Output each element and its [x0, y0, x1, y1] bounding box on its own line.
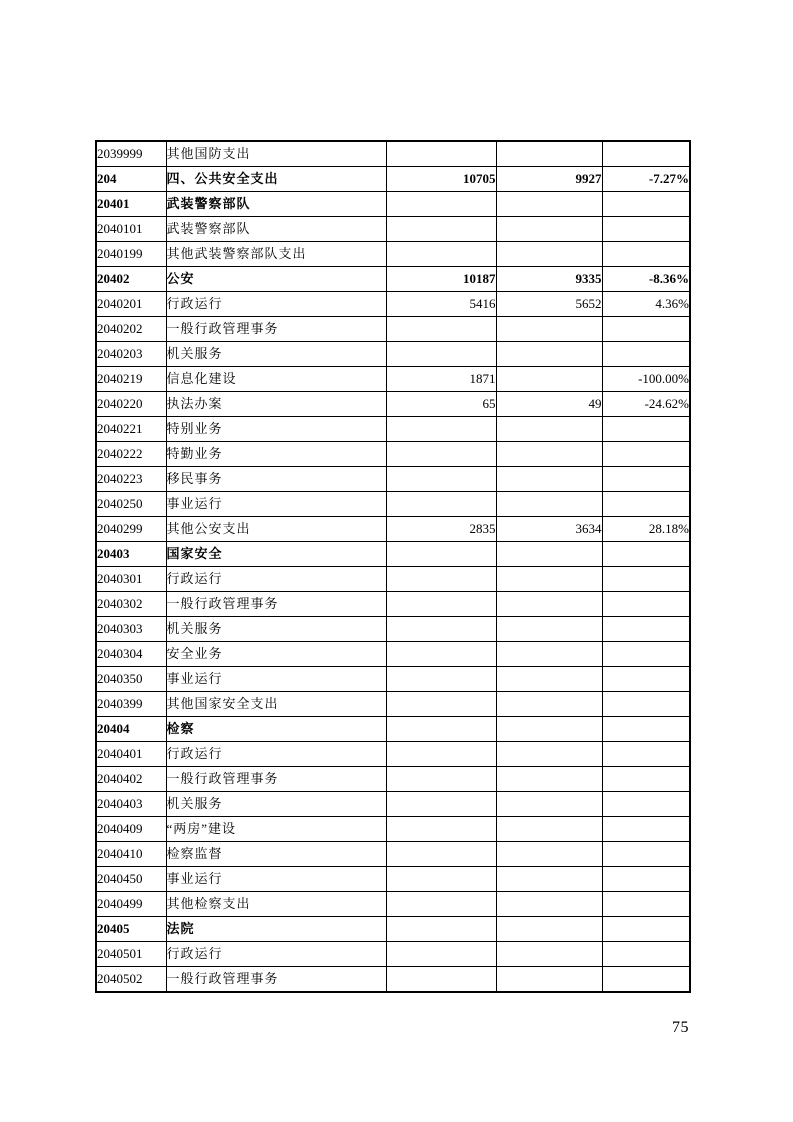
amount-curr-cell [496, 567, 602, 592]
item-name-cell: 特别业务 [166, 417, 386, 442]
amount-prev-cell [386, 942, 496, 967]
item-name-cell: 行政运行 [166, 942, 386, 967]
amount-prev-cell [386, 342, 496, 367]
table-row [96, 292, 690, 317]
amount-curr-cell: 3634 [496, 517, 602, 542]
amount-prev-cell: 2835 [386, 517, 496, 542]
code-cell: 2040202 [96, 317, 166, 342]
change-pct-cell [602, 892, 690, 917]
table-row [96, 667, 690, 692]
amount-curr-cell [496, 217, 602, 242]
amount-curr-cell [496, 717, 602, 742]
table-row [96, 567, 690, 592]
amount-curr-cell [496, 942, 602, 967]
item-name-cell: “两房”建设 [166, 817, 386, 842]
amount-prev-cell [386, 967, 496, 993]
amount-prev-cell [386, 242, 496, 267]
code-cell: 2040499 [96, 892, 166, 917]
change-pct-cell [602, 217, 690, 242]
change-pct-cell: 4.36% [602, 292, 690, 317]
table-row [96, 692, 690, 717]
table-body [96, 141, 690, 992]
amount-curr-cell [496, 467, 602, 492]
code-cell: 2040199 [96, 242, 166, 267]
amount-prev-cell: 5416 [386, 292, 496, 317]
table-row [96, 767, 690, 792]
amount-prev-cell [386, 692, 496, 717]
code-cell: 2040403 [96, 792, 166, 817]
amount-curr-cell [496, 642, 602, 667]
amount-prev-cell [386, 742, 496, 767]
code-cell: 2039999 [96, 141, 166, 167]
table-row [96, 592, 690, 617]
change-pct-cell [602, 692, 690, 717]
amount-prev-cell [386, 792, 496, 817]
table-row [96, 267, 690, 292]
amount-curr-cell [496, 742, 602, 767]
item-name-cell: 其他国防支出 [166, 141, 386, 167]
change-pct-cell [602, 342, 690, 367]
item-name-cell: 武装警察部队 [166, 192, 386, 217]
table-row [96, 792, 690, 817]
code-cell: 2040409 [96, 817, 166, 842]
change-pct-cell [602, 942, 690, 967]
table-row [96, 392, 690, 417]
amount-curr-cell [496, 617, 602, 642]
code-cell: 2040299 [96, 517, 166, 542]
item-name-cell: 特勤业务 [166, 442, 386, 467]
change-pct-cell: 28.18% [602, 517, 690, 542]
code-cell: 20401 [96, 192, 166, 217]
change-pct-cell [602, 317, 690, 342]
amount-curr-cell [496, 417, 602, 442]
amount-curr-cell [496, 592, 602, 617]
change-pct-cell [602, 141, 690, 167]
item-name-cell: 安全业务 [166, 642, 386, 667]
change-pct-cell [602, 667, 690, 692]
amount-prev-cell [386, 667, 496, 692]
item-name-cell: 检察监督 [166, 842, 386, 867]
amount-curr-cell [496, 817, 602, 842]
table-row [96, 942, 690, 967]
amount-prev-cell [386, 592, 496, 617]
item-name-cell: 行政运行 [166, 742, 386, 767]
change-pct-cell [602, 867, 690, 892]
item-name-cell: 武装警察部队 [166, 217, 386, 242]
change-pct-cell: -7.27% [602, 167, 690, 192]
code-cell: 20404 [96, 717, 166, 742]
amount-curr-cell: 9335 [496, 267, 602, 292]
amount-curr-cell [496, 842, 602, 867]
code-cell: 2040410 [96, 842, 166, 867]
amount-curr-cell: 9927 [496, 167, 602, 192]
code-cell: 2040402 [96, 767, 166, 792]
code-cell: 204 [96, 167, 166, 192]
code-cell: 2040304 [96, 642, 166, 667]
amount-prev-cell [386, 217, 496, 242]
item-name-cell: 其他检察支出 [166, 892, 386, 917]
code-cell: 2040303 [96, 617, 166, 642]
item-name-cell: 行政运行 [166, 292, 386, 317]
item-name-cell: 一般行政管理事务 [166, 317, 386, 342]
amount-curr-cell [496, 892, 602, 917]
change-pct-cell [602, 492, 690, 517]
item-name-cell: 其他国家安全支出 [166, 692, 386, 717]
amount-prev-cell [386, 917, 496, 942]
table-row [96, 742, 690, 767]
amount-curr-cell [496, 342, 602, 367]
code-cell: 2040401 [96, 742, 166, 767]
item-name-cell: 机关服务 [166, 342, 386, 367]
table-row [96, 967, 690, 993]
table-row [96, 817, 690, 842]
table-row [96, 917, 690, 942]
amount-curr-cell [496, 767, 602, 792]
amount-prev-cell [386, 192, 496, 217]
change-pct-cell [602, 592, 690, 617]
table-row [96, 442, 690, 467]
table-row [96, 517, 690, 542]
amount-prev-cell: 10705 [386, 167, 496, 192]
change-pct-cell [602, 617, 690, 642]
item-name-cell: 事业运行 [166, 867, 386, 892]
item-name-cell: 其他武装警察部队支出 [166, 242, 386, 267]
amount-curr-cell [496, 192, 602, 217]
amount-prev-cell: 1871 [386, 367, 496, 392]
table-row [96, 642, 690, 667]
item-name-cell: 事业运行 [166, 667, 386, 692]
change-pct-cell [602, 642, 690, 667]
table-row [96, 317, 690, 342]
code-cell: 2040302 [96, 592, 166, 617]
amount-curr-cell: 5652 [496, 292, 602, 317]
amount-curr-cell [496, 542, 602, 567]
amount-curr-cell [496, 792, 602, 817]
amount-prev-cell [386, 892, 496, 917]
amount-curr-cell [496, 667, 602, 692]
code-cell: 2040221 [96, 417, 166, 442]
amount-prev-cell [386, 842, 496, 867]
code-cell: 2040399 [96, 692, 166, 717]
amount-prev-cell [386, 492, 496, 517]
table-row [96, 467, 690, 492]
amount-prev-cell [386, 317, 496, 342]
item-name-cell: 四、公共安全支出 [166, 167, 386, 192]
table-row [96, 342, 690, 367]
amount-curr-cell [496, 692, 602, 717]
amount-curr-cell [496, 492, 602, 517]
change-pct-cell [602, 817, 690, 842]
amount-prev-cell [386, 642, 496, 667]
table-row [96, 892, 690, 917]
change-pct-cell [602, 767, 690, 792]
table-row [96, 242, 690, 267]
table-row [96, 217, 690, 242]
table-row [96, 367, 690, 392]
change-pct-cell [602, 742, 690, 767]
code-cell: 2040502 [96, 967, 166, 993]
amount-prev-cell [386, 442, 496, 467]
change-pct-cell [602, 242, 690, 267]
code-cell: 2040450 [96, 867, 166, 892]
item-name-cell: 移民事务 [166, 467, 386, 492]
change-pct-cell [602, 842, 690, 867]
amount-curr-cell [496, 317, 602, 342]
change-pct-cell: -8.36% [602, 267, 690, 292]
code-cell: 20405 [96, 917, 166, 942]
code-cell: 2040203 [96, 342, 166, 367]
code-cell: 20403 [96, 542, 166, 567]
amount-prev-cell [386, 617, 496, 642]
item-name-cell: 法院 [166, 917, 386, 942]
amount-curr-cell [496, 967, 602, 993]
code-cell: 20402 [96, 267, 166, 292]
code-cell: 2040350 [96, 667, 166, 692]
table-row [96, 141, 690, 167]
amount-curr-cell [496, 242, 602, 267]
table-row [96, 542, 690, 567]
item-name-cell: 公安 [166, 267, 386, 292]
amount-prev-cell [386, 817, 496, 842]
item-name-cell: 机关服务 [166, 617, 386, 642]
item-name-cell: 机关服务 [166, 792, 386, 817]
amount-prev-cell [386, 567, 496, 592]
amount-curr-cell [496, 367, 602, 392]
item-name-cell: 检察 [166, 717, 386, 742]
amount-prev-cell [386, 717, 496, 742]
change-pct-cell [602, 967, 690, 993]
amount-curr-cell: 49 [496, 392, 602, 417]
change-pct-cell [602, 567, 690, 592]
amount-prev-cell [386, 767, 496, 792]
amount-prev-cell: 10187 [386, 267, 496, 292]
change-pct-cell [602, 442, 690, 467]
item-name-cell: 信息化建设 [166, 367, 386, 392]
code-cell: 2040101 [96, 217, 166, 242]
change-pct-cell [602, 917, 690, 942]
change-pct-cell [602, 417, 690, 442]
table-row [96, 842, 690, 867]
budget-table [95, 140, 691, 993]
amount-curr-cell [496, 867, 602, 892]
item-name-cell: 国家安全 [166, 542, 386, 567]
change-pct-cell [602, 542, 690, 567]
amount-prev-cell [386, 467, 496, 492]
change-pct-cell [602, 192, 690, 217]
code-cell: 2040220 [96, 392, 166, 417]
code-cell: 2040219 [96, 367, 166, 392]
table-row [96, 417, 690, 442]
amount-prev-cell: 65 [386, 392, 496, 417]
table-row [96, 617, 690, 642]
table-row [96, 717, 690, 742]
code-cell: 2040201 [96, 292, 166, 317]
change-pct-cell: -100.00% [602, 367, 690, 392]
code-cell: 2040223 [96, 467, 166, 492]
amount-prev-cell [386, 867, 496, 892]
amount-prev-cell [386, 417, 496, 442]
page-number: 75 [672, 1019, 689, 1036]
amount-curr-cell [496, 141, 602, 167]
amount-curr-cell [496, 917, 602, 942]
item-name-cell: 一般行政管理事务 [166, 592, 386, 617]
amount-prev-cell [386, 141, 496, 167]
change-pct-cell: -24.62% [602, 392, 690, 417]
code-cell: 2040250 [96, 492, 166, 517]
amount-curr-cell [496, 442, 602, 467]
item-name-cell: 一般行政管理事务 [166, 767, 386, 792]
item-name-cell: 执法办案 [166, 392, 386, 417]
code-cell: 2040301 [96, 567, 166, 592]
item-name-cell: 其他公安支出 [166, 517, 386, 542]
amount-prev-cell [386, 542, 496, 567]
code-cell: 2040222 [96, 442, 166, 467]
change-pct-cell [602, 792, 690, 817]
table-row [96, 492, 690, 517]
change-pct-cell [602, 717, 690, 742]
change-pct-cell [602, 467, 690, 492]
code-cell: 2040501 [96, 942, 166, 967]
item-name-cell: 一般行政管理事务 [166, 967, 386, 993]
item-name-cell: 行政运行 [166, 567, 386, 592]
table-row [96, 167, 690, 192]
table-row [96, 867, 690, 892]
table-row [96, 192, 690, 217]
item-name-cell: 事业运行 [166, 492, 386, 517]
